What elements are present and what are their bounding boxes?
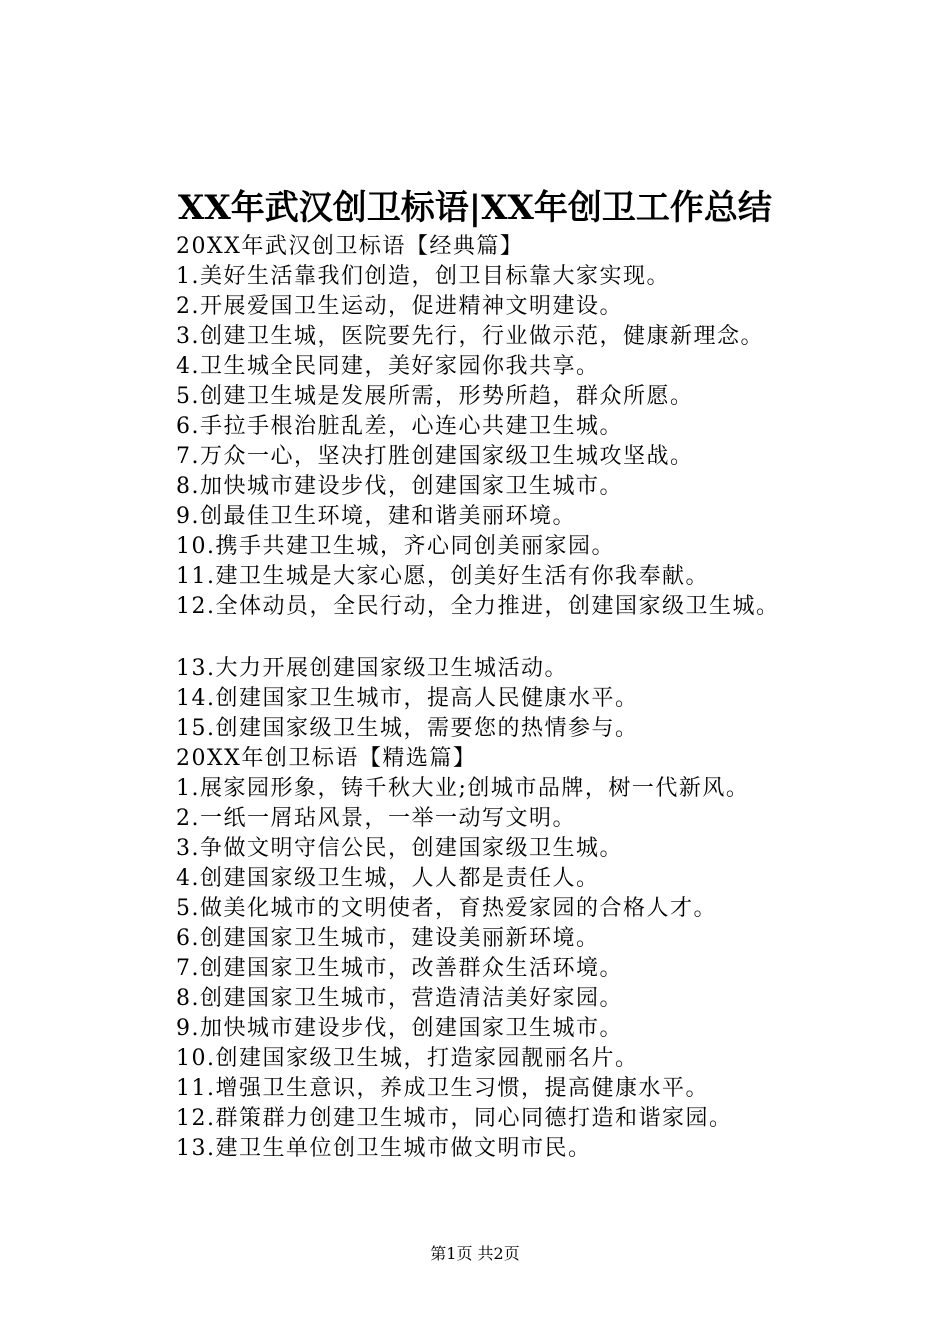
- list-item: 3.创建卫生城，医院要先行，行业做示范，健康新理念。: [176, 324, 764, 349]
- list-item: 13.大力开展创建国家级卫生城活动。: [176, 656, 568, 681]
- list-item: 2.一纸一屑玷风景，一举一动写文明。: [176, 806, 576, 831]
- list-item: 13.建卫生单位创卫生城市做文明市民。: [176, 1136, 592, 1161]
- list-item: 7.万众一心，坚决打胜创建国家级卫生城攻坚战。: [176, 444, 694, 469]
- list-item: 8.创建国家卫生城市，营造清洁美好家园。: [176, 986, 623, 1011]
- list-item: 5.创建卫生城是发展所需，形势所趋，群众所愿。: [176, 384, 694, 409]
- list-item: 10.创建国家级卫生城，打造家园靓丽名片。: [176, 1046, 639, 1071]
- list-item: 11.增强卫生意识，养成卫生习惯，提高健康水平。: [176, 1076, 709, 1101]
- list-item: 2.开展爱国卫生运动，促进精神文明建设。: [176, 294, 623, 319]
- list-item: 11.建卫生城是大家心愿，创美好生活有你我奉献。: [176, 564, 709, 589]
- blank-line: [176, 622, 896, 654]
- list-item: 5.做美化城市的文明使者，育热爱家园的合格人才。: [176, 896, 717, 921]
- list-item: 6.创建国家卫生城市，建设美丽新环境。: [176, 926, 600, 951]
- list-item: 15.创建国家级卫生城，需要您的热情参与。: [176, 716, 639, 741]
- list-item: 9.加快城市建设步伐，创建国家卫生城市。: [176, 1016, 623, 1041]
- list-item: 7.创建国家卫生城市，改善群众生活环境。: [176, 956, 623, 981]
- section-heading-selected: 20XX年创卫标语【精选篇】: [176, 746, 477, 771]
- list-item: 10.携手共建卫生城，齐心同创美丽家园。: [176, 534, 615, 559]
- list-item: 1.展家园形象，铸千秋大业;创城市品牌，树一代新风。: [176, 776, 750, 801]
- list-item: 9.创最佳卫生环境，建和谐美丽环境。: [176, 504, 576, 529]
- list-item: 12.全体动员，全民行动，全力推进，创建国家级卫生城。: [176, 594, 780, 619]
- list-item: 4.卫生城全民同建，美好家园你我共享。: [176, 354, 600, 379]
- list-item: 1.美好生活靠我们创造，创卫目标靠大家实现。: [176, 264, 670, 289]
- list-item: 14.创建国家卫生城市，提高人民健康水平。: [176, 686, 639, 711]
- list-item: 3.争做文明守信公民，创建国家级卫生城。: [176, 836, 623, 861]
- list-item: 6.手拉手根治脏乱差，心连心共建卫生城。: [176, 414, 623, 439]
- list-item: 8.加快城市建设步伐，创建国家卫生城市。: [176, 474, 623, 499]
- document-body: [176, 232, 896, 1164]
- page-number: 第1页 共2页: [430, 1244, 520, 1263]
- list-item: 4.创建国家级卫生城，人人都是责任人。: [176, 866, 600, 891]
- document-title: XX年武汉创卫标语|XX年创卫工作总结: [178, 188, 772, 228]
- list-item: 12.群策群力创建卫生城市，同心同德打造和谐家园。: [176, 1106, 733, 1131]
- section-heading-classic: 20XX年武汉创卫标语【经典篇】: [176, 234, 524, 259]
